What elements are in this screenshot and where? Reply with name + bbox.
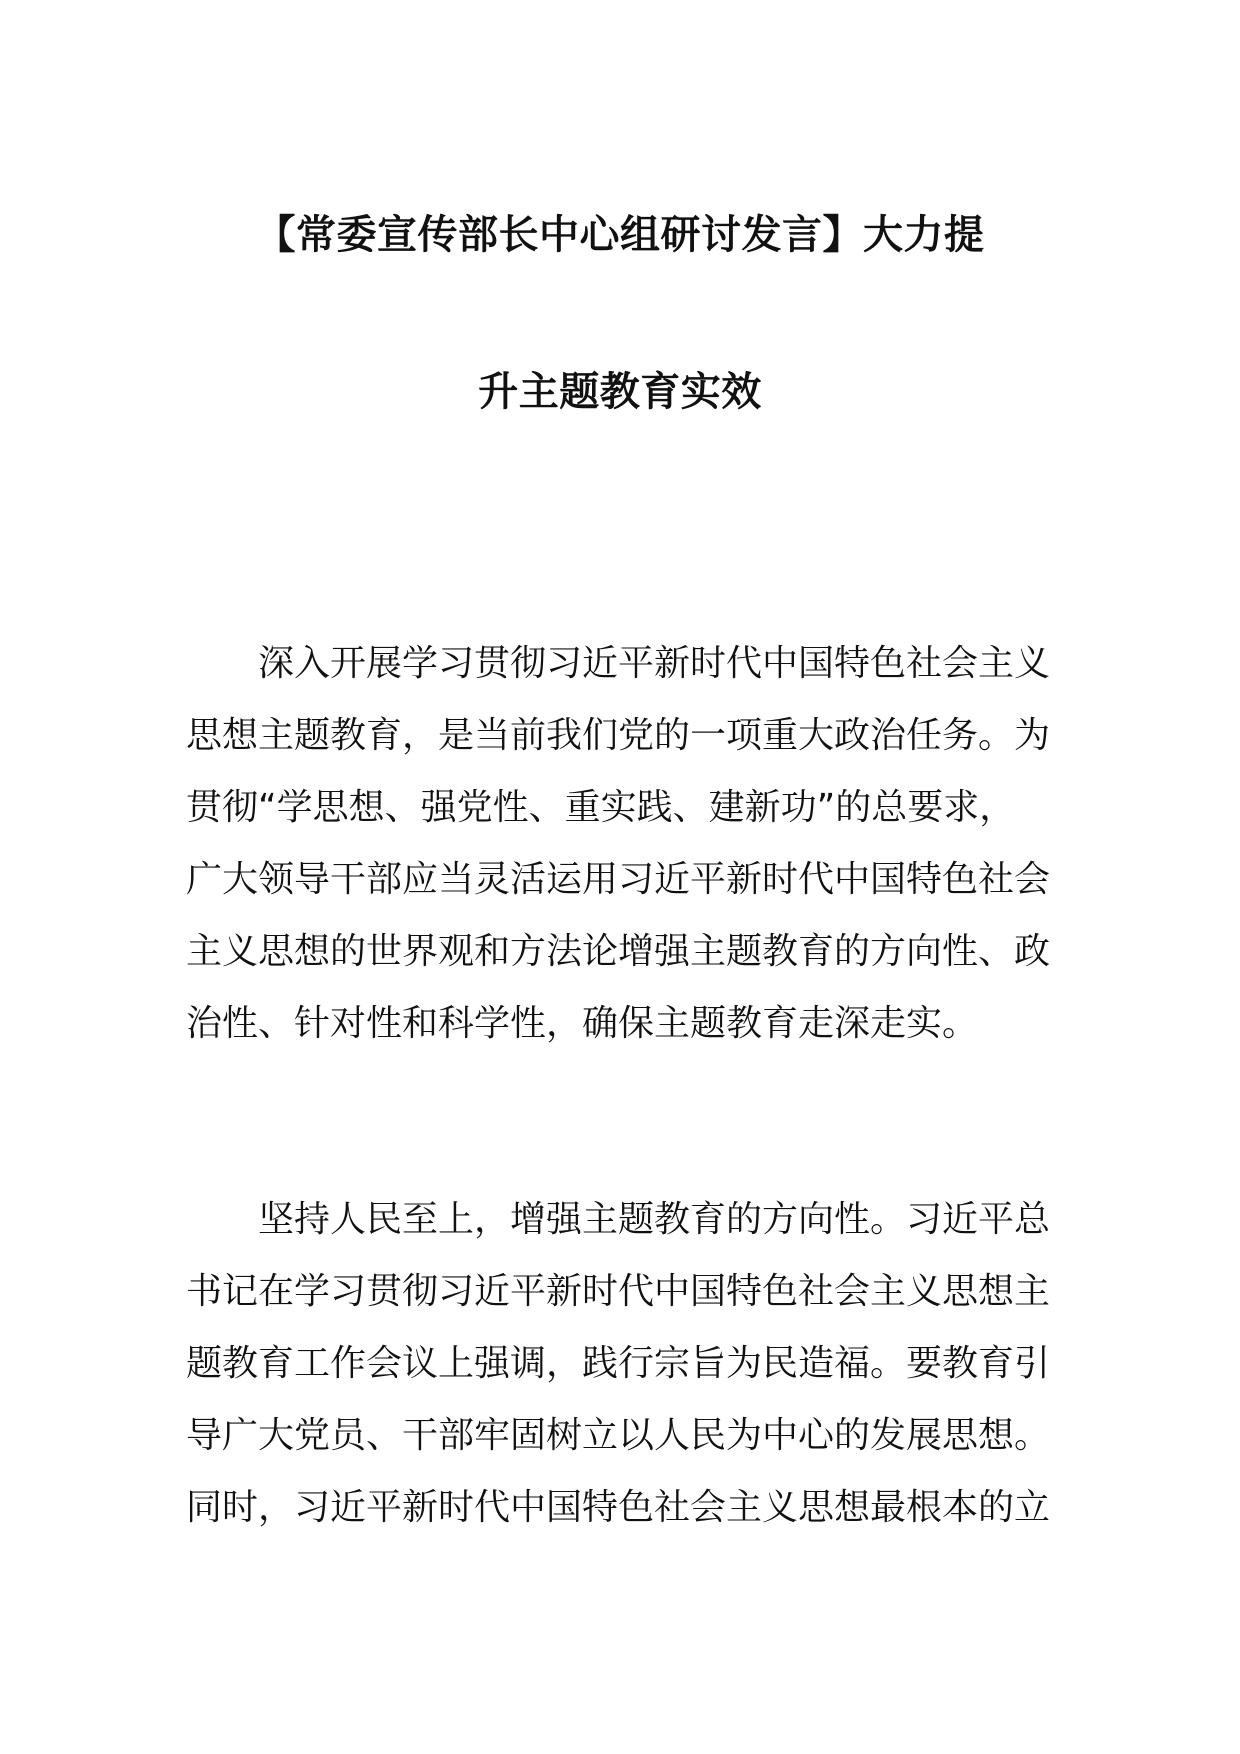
paragraph-line: 书记在学习贯彻习近平新时代中国特色社会主义思想主 xyxy=(186,1271,1051,1312)
paragraph-line: 广大领导干部应当灵活运用习近平新时代中国特色社会 xyxy=(186,859,1051,900)
paragraph-1 xyxy=(186,628,1056,1060)
paragraph-line: 导广大党员、干部牢固树立以人民为中心的发展思想。 xyxy=(186,1415,1051,1456)
document-title-line-2: 升主题教育实效 xyxy=(478,369,762,415)
paragraph-line: 坚持人民至上，增强主题教育的方向性。习近平总 xyxy=(258,1199,1051,1240)
document-title-line-1: 【常委宣传部长中心组研讨发言】大力提 xyxy=(255,212,985,258)
paragraph-line: 治性、针对性和科学性，确保主题教育走深走实。 xyxy=(186,1003,979,1044)
paragraph-line: 贯彻“学思想、强党性、重实践、建新功”的总要求， xyxy=(186,787,1016,828)
paragraph-line: 同时，习近平新时代中国特色社会主义思想最根本的立 xyxy=(186,1487,1051,1528)
paragraph-line: 深入开展学习贯彻习近平新时代中国特色社会主义 xyxy=(258,643,1051,684)
paragraph-line: 主义思想的世界观和方法论增强主题教育的方向性、政 xyxy=(186,931,1051,972)
paragraph-line: 思想主题教育，是当前我们党的一项重大政治任务。为 xyxy=(186,715,1051,756)
paragraph-2 xyxy=(186,1184,1056,1544)
paragraph-line: 题教育工作会议上强调，践行宗旨为民造福。要教育引 xyxy=(186,1343,1051,1384)
